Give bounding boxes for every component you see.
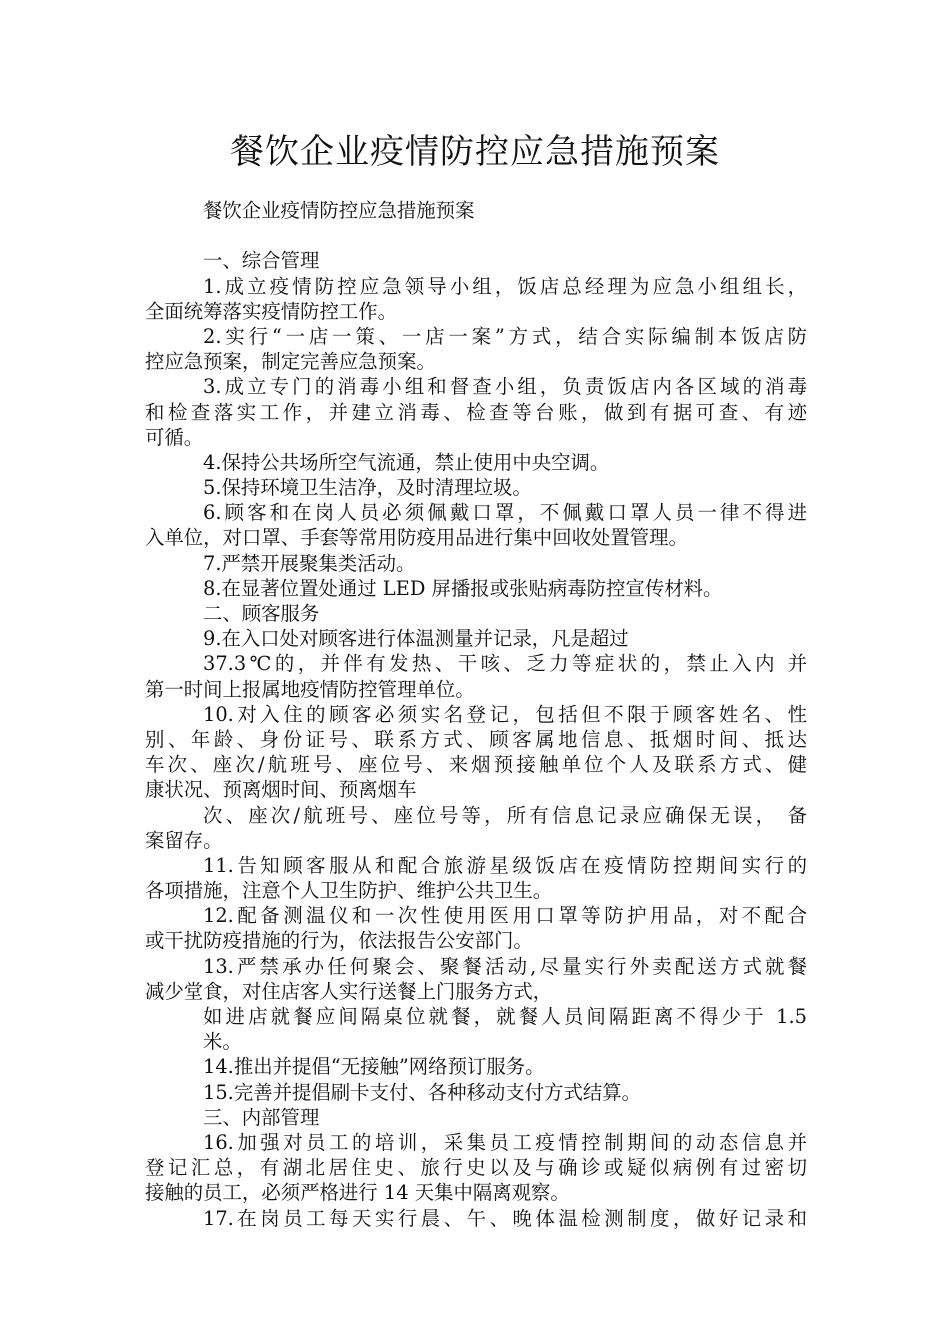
text-line: 11.告知顾客服从和配合旅游星级饭店在疫情防控期间实行的 [203, 853, 807, 877]
text-line: 14.推出并提倡“无接触”网络预订服务。 [203, 1055, 545, 1079]
text-line: 7.严禁开展聚集类活动。 [203, 551, 416, 575]
text-line: 2.实行“一店一策、一店一案”方式，结合实际编制本饭店防 [203, 324, 807, 348]
text-line: 17.在岗员工每天实行晨、午、晚体温检测制度，做好记录和 [203, 1206, 807, 1230]
text-line: 米。 [203, 1030, 242, 1054]
text-line: 9.在入口处对顾客进行体温测量并记录，凡是超过 [203, 627, 629, 651]
text-line: 或干扰防疫措施的行为，依法报告公安部门。 [145, 929, 533, 953]
text-line: 可循。 [145, 425, 204, 449]
text-line: 入单位，对口罩、手套等常用防疫用品进行集中回收处置管理。 [145, 526, 688, 550]
text-line: 15.完善并提倡刷卡支付、各种移动支付方式结算。 [203, 1080, 642, 1104]
text-line: 二、顾客服务 [203, 602, 320, 625]
text-line: 第一时间上报属地疫情防控管理单位。 [145, 677, 475, 701]
text-line: 13.严禁承办任何聚会、聚餐活动,尽量实行外卖配送方式就餐 [203, 954, 807, 978]
text-line: 三、内部管理 [203, 1105, 320, 1129]
text-line: 12.配备测温仪和一次性使用医用口罩等防护用品，对不配合 [203, 904, 807, 928]
text-line: 37.3℃的，并伴有发热、干咳、乏力等症状的，禁止入内 并 [203, 652, 807, 676]
text-line: 8.在显著位置处通过 LED 屏播报或张贴病毒防控宣传材料。 [203, 576, 723, 600]
document-body [145, 198, 807, 1231]
text-line: 6.顾客和在岗人员必须佩戴口罩，不佩戴口罩人员一律不得进 [203, 501, 807, 525]
blank-line [145, 223, 807, 248]
text-line: 3.成立专门的消毒小组和督查小组，负责饭店内各区域的消毒 [203, 375, 807, 399]
text-line: 10.对入住的顾客必须实名登记，包括但不限于顾客姓名、性 [203, 702, 807, 726]
text-line: 全面统筹落实疫情防控工作。 [145, 299, 398, 323]
text-line: 各项措施，注意个人卫生防护、维护公共卫生。 [145, 879, 553, 903]
text-line: 16.加强对员工的培训，采集员工疫情控制期间的动态信息并 [203, 1130, 807, 1154]
text-line: 案留存。 [145, 828, 223, 852]
text-line: 5.保持环境卫生洁净，及时清理垃圾。 [203, 476, 532, 500]
text-line: 控应急预案，制定完善应急预案。 [145, 350, 436, 374]
text-line: 一、综合管理 [203, 249, 320, 273]
text-line: 登记汇总，有湖北居住史、旅行史以及与确诊或疑似病例有过密切 [145, 1156, 807, 1180]
text-line: 次、座次/航班号、座位号等，所有信息记录应确保无误， 备 [203, 803, 807, 827]
document-title: 餐饮企业疫情防控应急措施预案 [230, 132, 720, 172]
text-line: 4.保持公共场所空气流通，禁止使用中央空调。 [203, 450, 610, 474]
text-line: 康状况、预离烟时间、预离烟车 [145, 778, 417, 802]
text-line: 别、年龄、身份证号、联系方式、顾客属地信息、抵烟时间、抵达 [145, 727, 807, 751]
text-line: 减少堂食，对住店客人实行送餐上门服务方式， [145, 979, 553, 1003]
text-line: 车次、座次/航班号、座位号、来烟预接触单位个人及联系方式、健 [145, 753, 807, 777]
text-line: 1.成立疫情防控应急领导小组，饭店总经理为应急小组组长， [203, 274, 807, 298]
text-line: 如进店就餐应间隔桌位就餐，就餐人员间隔距离不得少于 1.5 [203, 1005, 807, 1028]
text-line: 餐饮企业疫情防控应急措施预案 [203, 199, 475, 222]
text-line: 和检查落实工作，并建立消毒、检查等台账，做到有据可查、有迹 [145, 400, 807, 424]
text-line: 接触的员工，必须严格进行 14 天集中隔离观察。 [145, 1181, 570, 1205]
